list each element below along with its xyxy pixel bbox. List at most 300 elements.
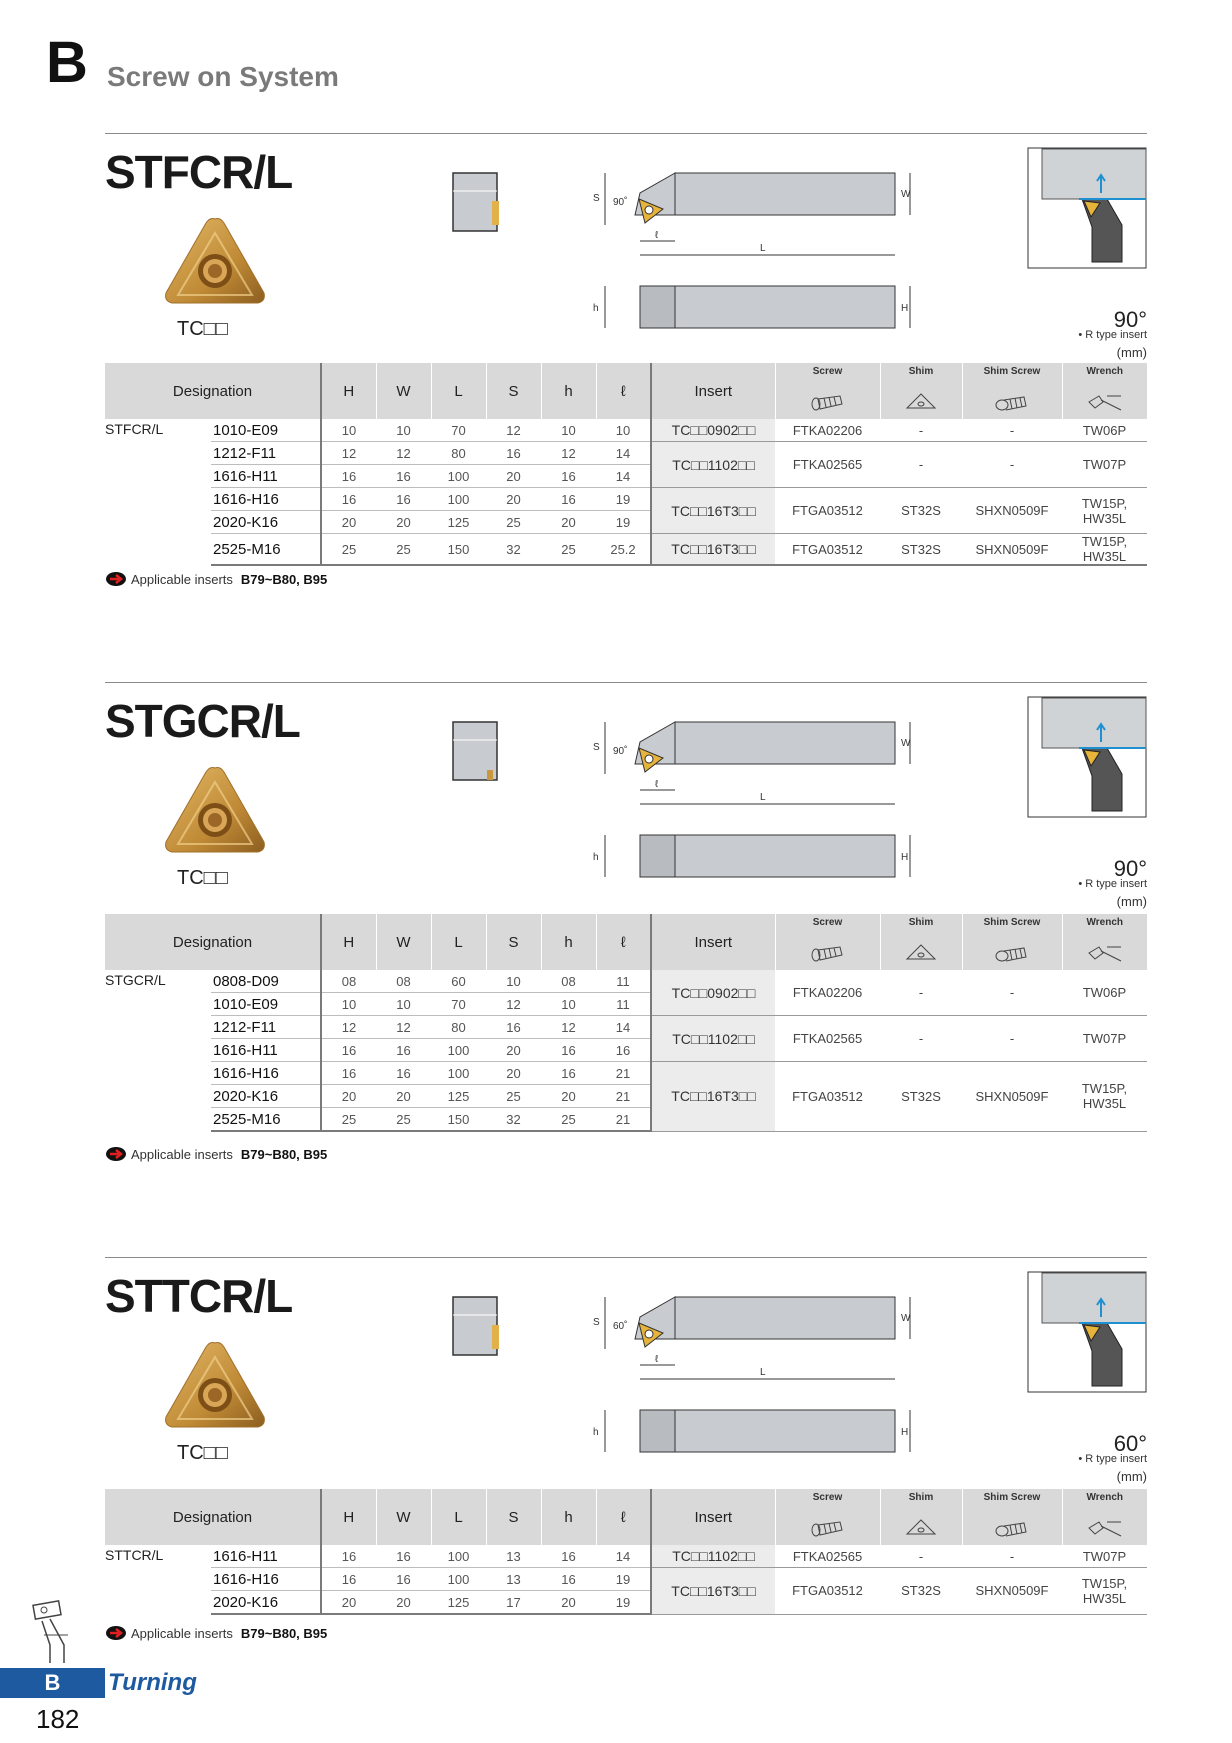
svg-text:W: W bbox=[901, 738, 911, 749]
r-type-note: • R type insert bbox=[1078, 329, 1147, 341]
acc-label: Screw bbox=[812, 917, 843, 928]
unit-note: (mm) bbox=[1116, 1469, 1147, 1484]
col-header: Designation bbox=[105, 363, 321, 419]
application-diagram bbox=[1027, 1271, 1147, 1429]
col-header: S bbox=[486, 914, 541, 970]
wrench-code: TW07P bbox=[1062, 442, 1147, 488]
screw-icon bbox=[810, 943, 846, 967]
cutting-angle: 60° bbox=[1113, 1431, 1147, 1456]
dim-L: 100 bbox=[431, 1568, 486, 1591]
wrench-icon bbox=[1087, 392, 1123, 416]
shim-code: ST32S bbox=[880, 1062, 962, 1132]
r-type-note: • R type insert bbox=[1078, 878, 1147, 890]
dim-L: 60 bbox=[431, 970, 486, 993]
svg-text:60˚: 60˚ bbox=[613, 1321, 628, 1332]
acc-label: Shim bbox=[908, 366, 934, 377]
dim-h: 08 bbox=[541, 970, 596, 993]
acc-label: Screw bbox=[812, 366, 843, 377]
unit-note: (mm) bbox=[1116, 345, 1147, 360]
dim-L: 100 bbox=[431, 465, 486, 488]
dim-S: 32 bbox=[486, 1108, 541, 1132]
dim-h: 10 bbox=[541, 993, 596, 1016]
dim-W: 16 bbox=[376, 488, 431, 511]
insert-code: TC□□16T3□□ bbox=[651, 1568, 775, 1615]
dim-l: 19 bbox=[596, 488, 651, 511]
designation-code: 1616-H11 bbox=[211, 1039, 321, 1062]
applicable-inserts-link[interactable] bbox=[105, 1625, 327, 1641]
dim-l: 14 bbox=[596, 442, 651, 465]
dim-W: 12 bbox=[376, 442, 431, 465]
dim-W: 25 bbox=[376, 1108, 431, 1132]
dim-H: 10 bbox=[321, 419, 376, 442]
r-type-note: • R type insert bbox=[1078, 1453, 1147, 1465]
applicable-label: Applicable inserts bbox=[131, 571, 233, 587]
dimension-drawing bbox=[535, 702, 915, 882]
dim-W: 16 bbox=[376, 1062, 431, 1085]
dim-H: 16 bbox=[321, 465, 376, 488]
designation-code: 1010-E09 bbox=[211, 419, 321, 442]
dim-l: 19 bbox=[596, 511, 651, 534]
acc-label: Wrench bbox=[1086, 1492, 1123, 1503]
svg-text:S: S bbox=[593, 742, 600, 753]
designation-code: 1616-H16 bbox=[211, 1062, 321, 1085]
svg-text:h: h bbox=[593, 1427, 599, 1438]
designation-code: 1616-H16 bbox=[211, 488, 321, 511]
col-header: W bbox=[376, 1489, 431, 1545]
wrench-code: TW15P, HW35L bbox=[1062, 534, 1147, 566]
dim-H: 20 bbox=[321, 511, 376, 534]
shim-code: - bbox=[880, 970, 962, 1016]
shim-screw-code: - bbox=[962, 419, 1062, 442]
designation-code: 1616-H16 bbox=[211, 1568, 321, 1591]
applicable-label: Applicable inserts bbox=[131, 1146, 233, 1162]
end-view-drawing bbox=[451, 171, 506, 235]
screw-icon bbox=[810, 392, 846, 416]
insert-code: TC□□16T3□□ bbox=[651, 488, 775, 534]
designation-code: 2020-K16 bbox=[211, 511, 321, 534]
dim-l: 10 bbox=[596, 419, 651, 442]
dim-S: 20 bbox=[486, 1062, 541, 1085]
col-header: Designation bbox=[105, 914, 321, 970]
table-row bbox=[105, 442, 1147, 465]
dim-H: 16 bbox=[321, 488, 376, 511]
svg-text:h: h bbox=[593, 852, 599, 863]
insert-code: TC□□ bbox=[177, 1442, 228, 1464]
col-header: ℓ bbox=[596, 1489, 651, 1545]
application-diagram bbox=[1027, 696, 1147, 854]
dim-H: 20 bbox=[321, 1085, 376, 1108]
product-title: STTCR/L bbox=[105, 1270, 293, 1322]
insert-code: TC□□ bbox=[177, 867, 228, 889]
shim-screw-code: SHXN0509F bbox=[962, 488, 1062, 534]
col-header: Insert bbox=[651, 363, 775, 419]
wrench-code: TW15P, HW35L bbox=[1062, 1568, 1147, 1615]
end-view-drawing bbox=[451, 720, 506, 784]
screw-code: FTGA03512 bbox=[775, 488, 880, 534]
dim-L: 80 bbox=[431, 442, 486, 465]
col-header: Insert bbox=[651, 914, 775, 970]
acc-label: Wrench bbox=[1086, 917, 1123, 928]
table-row bbox=[105, 1568, 1147, 1591]
dimension-drawing bbox=[535, 1277, 915, 1457]
dim-W: 20 bbox=[376, 511, 431, 534]
svg-text:90˚: 90˚ bbox=[613, 746, 628, 757]
svg-text:L: L bbox=[760, 792, 766, 803]
acc-label: Shim bbox=[908, 917, 934, 928]
arrow-right-icon bbox=[105, 1146, 127, 1162]
col-header: ℓ bbox=[596, 363, 651, 419]
shim-code: ST32S bbox=[880, 488, 962, 534]
col-header bbox=[1062, 363, 1147, 419]
applicable-inserts-link[interactable] bbox=[105, 571, 327, 587]
dim-W: 10 bbox=[376, 993, 431, 1016]
dim-L: 70 bbox=[431, 993, 486, 1016]
shim-screw-code: SHXN0509F bbox=[962, 534, 1062, 566]
chapter-tab[interactable]: B bbox=[0, 1668, 105, 1698]
dim-W: 20 bbox=[376, 1085, 431, 1108]
dim-W: 16 bbox=[376, 1545, 431, 1568]
series-name: STFCR/L bbox=[105, 421, 164, 437]
insert-code: TC□□1102□□ bbox=[651, 1545, 775, 1568]
insert-image bbox=[160, 1337, 270, 1437]
dimension-drawing bbox=[535, 153, 915, 333]
wrench-code: TW06P bbox=[1062, 419, 1147, 442]
dim-H: 12 bbox=[321, 1016, 376, 1039]
dim-S: 12 bbox=[486, 993, 541, 1016]
svg-text:L: L bbox=[760, 1367, 766, 1378]
dim-h: 25 bbox=[541, 534, 596, 566]
table-row bbox=[105, 534, 1147, 566]
dim-L: 100 bbox=[431, 1062, 486, 1085]
designation-code: 1212-F11 bbox=[211, 442, 321, 465]
col-header bbox=[880, 1489, 962, 1545]
shim-screw-code: SHXN0509F bbox=[962, 1062, 1062, 1132]
shim-icon bbox=[903, 1518, 939, 1542]
end-view-drawing bbox=[451, 1295, 506, 1359]
dim-S: 12 bbox=[486, 419, 541, 442]
dim-l: 16 bbox=[596, 1039, 651, 1062]
applicable-label: Applicable inserts bbox=[131, 1625, 233, 1641]
svg-text:ℓ: ℓ bbox=[655, 1354, 659, 1365]
spec-table bbox=[105, 1489, 1147, 1615]
dim-L: 70 bbox=[431, 419, 486, 442]
dim-l: 11 bbox=[596, 970, 651, 993]
col-header: h bbox=[541, 363, 596, 419]
insert-code: TC□□ bbox=[177, 318, 228, 340]
insert-code: TC□□1102□□ bbox=[651, 1016, 775, 1062]
dim-l: 21 bbox=[596, 1085, 651, 1108]
dim-H: 16 bbox=[321, 1039, 376, 1062]
dim-W: 25 bbox=[376, 534, 431, 566]
col-header: L bbox=[431, 1489, 486, 1545]
dim-H: 08 bbox=[321, 970, 376, 993]
table-header-row bbox=[105, 1489, 1147, 1545]
shim-screw-code: SHXN0509F bbox=[962, 1568, 1062, 1615]
dim-l: 21 bbox=[596, 1108, 651, 1132]
svg-text:L: L bbox=[760, 243, 766, 254]
acc-label: Screw bbox=[812, 1492, 843, 1503]
dim-l: 14 bbox=[596, 1545, 651, 1568]
wrench-code: TW15P, HW35L bbox=[1062, 1062, 1147, 1132]
dim-l: 14 bbox=[596, 465, 651, 488]
col-header bbox=[880, 914, 962, 970]
insert-code: TC□□1102□□ bbox=[651, 442, 775, 488]
svg-text:90˚: 90˚ bbox=[613, 197, 628, 208]
dim-h: 12 bbox=[541, 442, 596, 465]
dim-h: 16 bbox=[541, 1568, 596, 1591]
dim-S: 16 bbox=[486, 442, 541, 465]
product-section-sttcr bbox=[105, 1257, 1147, 1641]
shim-screw-code: - bbox=[962, 442, 1062, 488]
svg-text:W: W bbox=[901, 189, 911, 200]
screw-icon bbox=[810, 1518, 846, 1542]
shim-code: - bbox=[880, 442, 962, 488]
col-header: H bbox=[321, 1489, 376, 1545]
svg-text:H: H bbox=[901, 303, 909, 314]
dim-l: 25.2 bbox=[596, 534, 651, 566]
svg-text:H: H bbox=[901, 852, 909, 863]
table-row bbox=[105, 1016, 1147, 1039]
col-header: L bbox=[431, 363, 486, 419]
screw-code: FTGA03512 bbox=[775, 1062, 880, 1132]
unit-note: (mm) bbox=[1116, 894, 1147, 909]
turning-tool-icon bbox=[28, 1595, 76, 1665]
dim-l: 14 bbox=[596, 1016, 651, 1039]
spec-table bbox=[105, 363, 1147, 566]
dim-L: 125 bbox=[431, 1085, 486, 1108]
applicable-refs[interactable]: B79~B80, B95 bbox=[240, 571, 328, 587]
acc-label: Shim Screw bbox=[983, 366, 1041, 377]
svg-text:S: S bbox=[593, 193, 600, 204]
application-diagram bbox=[1027, 147, 1147, 305]
wrench-code: TW07P bbox=[1062, 1545, 1147, 1568]
applicable-inserts-link[interactable] bbox=[105, 1146, 327, 1162]
shim-code: - bbox=[880, 1016, 962, 1062]
section-letter: B bbox=[46, 30, 88, 95]
dim-h: 16 bbox=[541, 1039, 596, 1062]
svg-text:W: W bbox=[901, 1313, 911, 1324]
designation-code: 1616-H11 bbox=[211, 465, 321, 488]
dim-W: 12 bbox=[376, 1016, 431, 1039]
cutting-angle: 90° bbox=[1113, 307, 1147, 332]
acc-label: Wrench bbox=[1086, 366, 1123, 377]
col-header bbox=[1062, 914, 1147, 970]
wrench-code: TW15P, HW35L bbox=[1062, 488, 1147, 534]
dim-S: 20 bbox=[486, 488, 541, 511]
applicable-refs[interactable]: B79~B80, B95 bbox=[240, 1625, 328, 1641]
col-header bbox=[962, 1489, 1062, 1545]
col-header bbox=[775, 914, 880, 970]
insert-code: TC□□0902□□ bbox=[651, 419, 775, 442]
col-header bbox=[775, 363, 880, 419]
dim-H: 20 bbox=[321, 1591, 376, 1615]
dim-H: 25 bbox=[321, 534, 376, 566]
wrench-code: TW07P bbox=[1062, 1016, 1147, 1062]
dim-S: 20 bbox=[486, 1039, 541, 1062]
designation-code: 1212-F11 bbox=[211, 1016, 321, 1039]
dim-S: 25 bbox=[486, 1085, 541, 1108]
screw-code: FTKA02565 bbox=[775, 1545, 880, 1568]
wrench-icon bbox=[1087, 943, 1123, 967]
table-row bbox=[105, 1062, 1147, 1085]
designation-code: 2020-K16 bbox=[211, 1085, 321, 1108]
col-header: L bbox=[431, 914, 486, 970]
col-header: h bbox=[541, 914, 596, 970]
dim-l: 19 bbox=[596, 1591, 651, 1615]
col-header: Insert bbox=[651, 1489, 775, 1545]
dim-h: 16 bbox=[541, 1545, 596, 1568]
col-header bbox=[1062, 1489, 1147, 1545]
col-header bbox=[962, 363, 1062, 419]
dim-L: 80 bbox=[431, 1016, 486, 1039]
dim-l: 19 bbox=[596, 1568, 651, 1591]
dim-h: 16 bbox=[541, 465, 596, 488]
dim-H: 16 bbox=[321, 1568, 376, 1591]
table-header-row bbox=[105, 914, 1147, 970]
shim-code: - bbox=[880, 1545, 962, 1568]
table-header-row bbox=[105, 363, 1147, 419]
dim-H: 12 bbox=[321, 442, 376, 465]
cutting-angle: 90° bbox=[1113, 856, 1147, 881]
dim-h: 25 bbox=[541, 1108, 596, 1132]
table-row bbox=[105, 1545, 1147, 1568]
dim-h: 10 bbox=[541, 419, 596, 442]
dim-W: 08 bbox=[376, 970, 431, 993]
table-row bbox=[105, 419, 1147, 442]
series-name: STGCR/L bbox=[105, 972, 166, 988]
col-header: S bbox=[486, 1489, 541, 1545]
screw-code: FTKA02565 bbox=[775, 442, 880, 488]
shim-icon bbox=[903, 943, 939, 967]
screw-code: FTKA02206 bbox=[775, 970, 880, 1016]
shim-screw-code: - bbox=[962, 1545, 1062, 1568]
screw-code: FTKA02565 bbox=[775, 1016, 880, 1062]
dim-h: 16 bbox=[541, 1062, 596, 1085]
dim-l: 11 bbox=[596, 993, 651, 1016]
col-header: S bbox=[486, 363, 541, 419]
col-header bbox=[775, 1489, 880, 1545]
dim-L: 150 bbox=[431, 534, 486, 566]
product-section-stfcr bbox=[105, 133, 1147, 593]
col-header bbox=[880, 363, 962, 419]
acc-label: Shim Screw bbox=[983, 917, 1041, 928]
shim-code: ST32S bbox=[880, 534, 962, 566]
insert-code: TC□□0902□□ bbox=[651, 970, 775, 1016]
dim-H: 16 bbox=[321, 1062, 376, 1085]
shim-code: ST32S bbox=[880, 1568, 962, 1615]
screw-code: FTKA02206 bbox=[775, 419, 880, 442]
dim-S: 17 bbox=[486, 1591, 541, 1615]
arrow-right-icon bbox=[105, 571, 127, 587]
page-title: Screw on System bbox=[107, 61, 339, 92]
dim-H: 25 bbox=[321, 1108, 376, 1132]
dim-L: 100 bbox=[431, 1039, 486, 1062]
dim-W: 16 bbox=[376, 1568, 431, 1591]
dim-h: 20 bbox=[541, 1085, 596, 1108]
col-header: H bbox=[321, 914, 376, 970]
dim-S: 10 bbox=[486, 970, 541, 993]
shim-screw-code: - bbox=[962, 1016, 1062, 1062]
svg-text:H: H bbox=[901, 1427, 909, 1438]
series-name: STTCR/L bbox=[105, 1547, 164, 1563]
dim-l: 21 bbox=[596, 1062, 651, 1085]
dim-h: 12 bbox=[541, 1016, 596, 1039]
section-divider bbox=[105, 1257, 1147, 1258]
dim-L: 100 bbox=[431, 488, 486, 511]
shim-screw-icon bbox=[994, 1518, 1030, 1542]
svg-text:h: h bbox=[593, 303, 599, 314]
dim-S: 32 bbox=[486, 534, 541, 566]
svg-text:S: S bbox=[593, 1317, 600, 1328]
product-title: STFCR/L bbox=[105, 146, 293, 198]
insert-image bbox=[160, 213, 270, 313]
designation-code: 2525-M16 bbox=[211, 534, 321, 566]
shim-screw-icon bbox=[994, 943, 1030, 967]
col-header: Designation bbox=[105, 1489, 321, 1545]
designation-code: 1616-H11 bbox=[211, 1545, 321, 1568]
acc-label: Shim Screw bbox=[983, 1492, 1041, 1503]
screw-code: FTGA03512 bbox=[775, 1568, 880, 1615]
dim-h: 16 bbox=[541, 488, 596, 511]
insert-image bbox=[160, 762, 270, 862]
page-number: 182 bbox=[36, 1704, 80, 1734]
designation-code: 2020-K16 bbox=[211, 1591, 321, 1615]
screw-code: FTGA03512 bbox=[775, 534, 880, 566]
dim-L: 125 bbox=[431, 1591, 486, 1615]
dim-S: 20 bbox=[486, 465, 541, 488]
wrench-icon bbox=[1087, 1518, 1123, 1542]
shim-code: - bbox=[880, 419, 962, 442]
table-row bbox=[105, 488, 1147, 511]
dim-L: 150 bbox=[431, 1108, 486, 1132]
table-row bbox=[105, 970, 1147, 993]
dim-H: 16 bbox=[321, 1545, 376, 1568]
section-divider bbox=[105, 682, 1147, 683]
svg-text:ℓ: ℓ bbox=[655, 779, 659, 790]
dim-S: 13 bbox=[486, 1545, 541, 1568]
col-header: ℓ bbox=[596, 914, 651, 970]
dim-H: 10 bbox=[321, 993, 376, 1016]
wrench-code: TW06P bbox=[1062, 970, 1147, 1016]
dim-W: 10 bbox=[376, 419, 431, 442]
dim-h: 20 bbox=[541, 511, 596, 534]
shim-screw-code: - bbox=[962, 970, 1062, 1016]
section-divider bbox=[105, 133, 1147, 134]
svg-text:ℓ: ℓ bbox=[655, 230, 659, 241]
dim-W: 16 bbox=[376, 465, 431, 488]
insert-code: TC□□16T3□□ bbox=[651, 1062, 775, 1132]
shim-screw-icon bbox=[994, 392, 1030, 416]
col-header: h bbox=[541, 1489, 596, 1545]
col-header bbox=[962, 914, 1062, 970]
shim-icon bbox=[903, 392, 939, 416]
designation-code: 1010-E09 bbox=[211, 993, 321, 1016]
dim-S: 13 bbox=[486, 1568, 541, 1591]
acc-label: Shim bbox=[908, 1492, 934, 1503]
dim-h: 20 bbox=[541, 1591, 596, 1615]
designation-code: 2525-M16 bbox=[211, 1108, 321, 1132]
dim-W: 20 bbox=[376, 1591, 431, 1615]
applicable-refs[interactable]: B79~B80, B95 bbox=[240, 1146, 328, 1162]
col-header: H bbox=[321, 363, 376, 419]
chapter-name: Turning bbox=[108, 1669, 197, 1696]
col-header: W bbox=[376, 914, 431, 970]
dim-L: 125 bbox=[431, 511, 486, 534]
product-section-stgcr bbox=[105, 682, 1147, 1162]
dim-S: 16 bbox=[486, 1016, 541, 1039]
designation-code: 0808-D09 bbox=[211, 970, 321, 993]
product-title: STGCR/L bbox=[105, 695, 300, 747]
